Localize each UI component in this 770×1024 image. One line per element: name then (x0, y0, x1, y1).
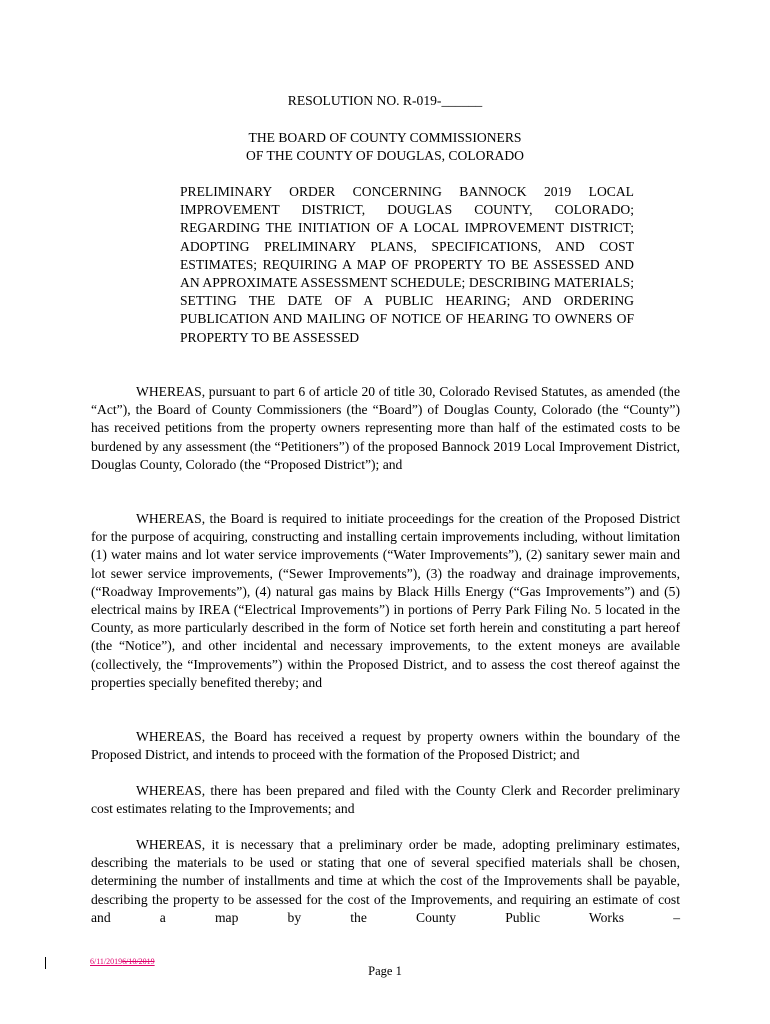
resolution-number: RESOLUTION NO. R-019-______ (287, 93, 483, 108)
whereas-paragraph-3 (91, 728, 680, 764)
whereas-paragraph-2 (91, 510, 680, 692)
whereas-paragraph-1 (91, 383, 680, 474)
resolution-title: PRELIMINARY ORDER CONCERNING BANNOCK 2019 LOCAL IMPROVEMENT DISTRICT, DOUGLAS COUNTY, COLORADO; REGARDING THE INITIATION OF A LOCAL IMPROVEMENT DISTRICT; ADOPTING PRELIMINARY PLANS, SPECIFICATIONS, AND COST ESTIMATES; REQUIRING A MAP OF PROPERTY TO BE ASSESSED AND AN APPROXIMATE ASSESSMENT SCHEDULE; DESCRIBING MATERIALS; SETTING THE DATE OF A PUBLIC HEARING; AND ORDERING PUBLICATION AND MAILING OF NOTICE OF HEARING TO OWNERS OF PROPERTY TO BE ASSESSED (180, 184, 634, 345)
inserted-date: 6/11/2019 (90, 957, 123, 966)
paragraph-text: WHEREAS, there has been prepared and filed with the County Clerk and Recorder preliminary cost estimates relating to the Improvements; and (91, 783, 680, 817)
page-number: Page 1 (368, 964, 402, 978)
board-heading-line-2: OF THE COUNTY OF DOUGLAS, COLORADO (246, 148, 524, 163)
paragraph-text: WHEREAS, the Board is required to initiate proceedings for the creation of the Proposed District for the purpose of acquiring, constructing and installing certain improvements including, without limitation (1) water mains and lot water service improvements (“Water Improvements”), (2) sanitary sewer main and lot sewer service improvements, (“Sewer Improvements”), (3) the roadway and drainage improvements, (“Roadway Improvements”), (4) natural gas mains by Black Hills Energy (“Gas Improvements”) and (5) electrical mains by IREA (“Electrical Improvements”) in portions of Perry Park Filing No. 5 located in the County, as more particularly described in the form of Notice set forth herein and constituting a part hereof (the “Notice”), and other incidental and necessary improvements, to the extent moneys are available (collectively, the “Improvements”) within the Proposed District, and to assess the cost thereof against the properties specially benefited thereby; and (91, 511, 680, 690)
whereas-paragraph-5 (91, 836, 680, 927)
whereas-paragraph-4 (91, 782, 680, 818)
paragraph-text: WHEREAS, the Board has received a request by property owners within the boundary of the Proposed District, and intends to proceed with the formation of the Proposed District; and (91, 729, 680, 763)
board-heading (0, 129, 770, 165)
board-heading-line-1: THE BOARD OF COUNTY COMMISSIONERS (248, 130, 522, 145)
paragraph-text: WHEREAS, it is necessary that a preliminary order be made, adopting preliminary estimates, describing the materials to be used or stating that one of several specified materials shall be chosen, determining the number of installments and time at which the cost of the Improvements shall be payable, describing the property to be assessed for the cost of the Improvements, and requiring an estimate of cost and a map by the County Public Works – (91, 837, 680, 925)
paragraph-text: WHEREAS, pursuant to part 6 of article 20 of title 30, Colorado Revised Statutes, as amended (the “Act”), the Board of County Commissioners (the “Board”) of Douglas County, Colorado (the “County”) has received petitions from the property owners representing more than half of the estimated costs to be burdened by any assessment (the “Petitioners”) of the proposed Bannock 2019 Local Improvement District, Douglas County, Colorado (the “Proposed District”); and (91, 384, 680, 472)
deleted-date: 6/10/2019 (122, 957, 155, 966)
